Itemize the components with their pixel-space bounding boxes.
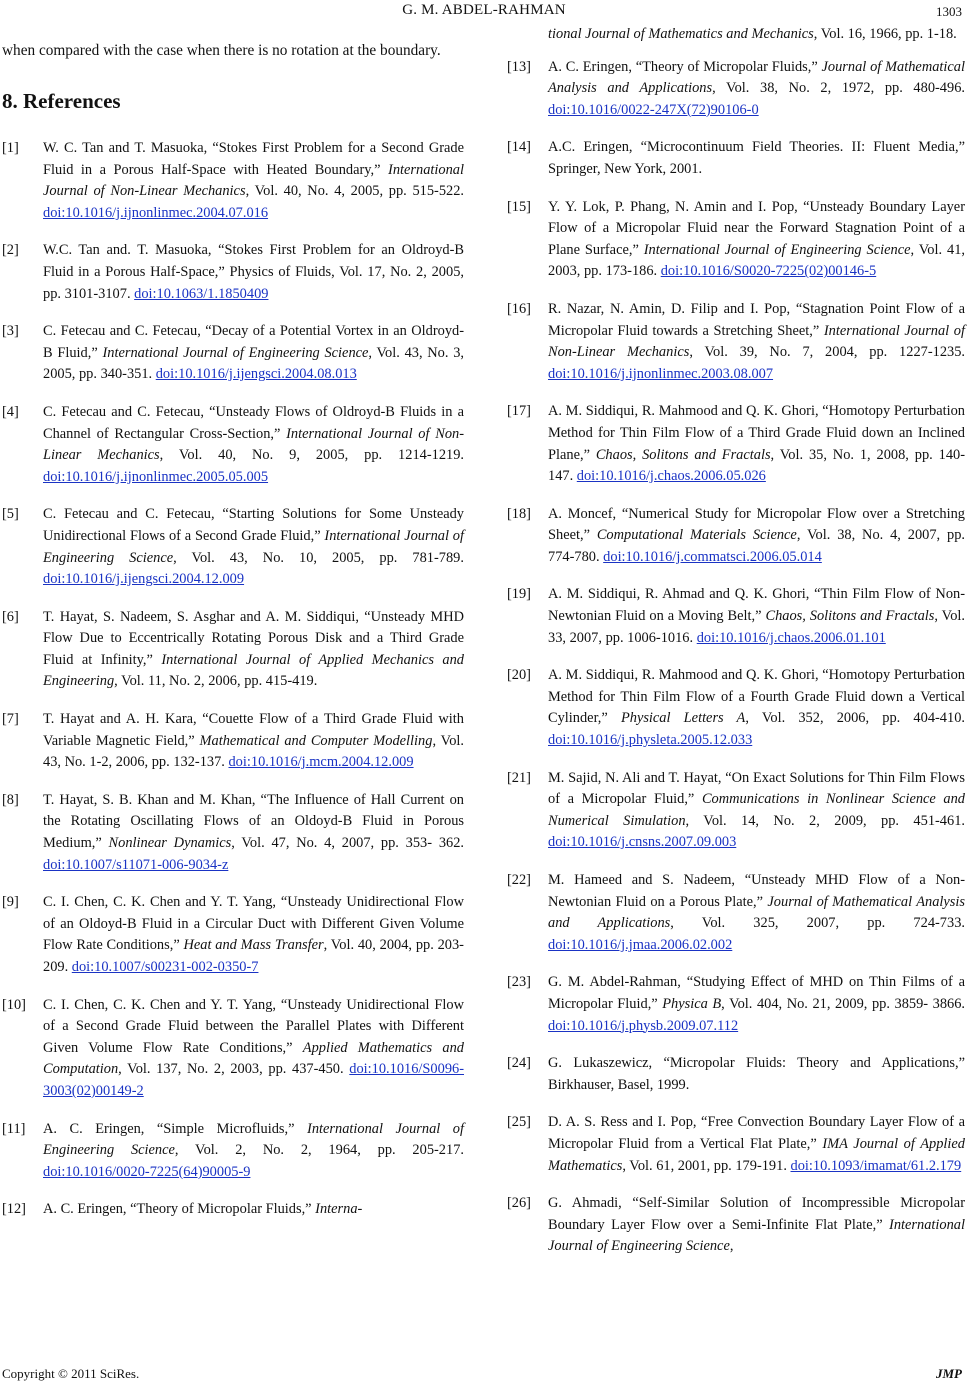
reference-text: , Vol. 43, No. 3, 2005, pp. 340-351. [43,344,465,383]
reference-text: , Vol. 43, No. 10, 2005, pp. 781-789. [173,549,464,566]
journal-title: Heat and Mass Transfer [183,937,324,954]
doi-link[interactable]: doi:10.1016/j.mcm.2004.12.009 [228,754,414,771]
reference-number: [18] [507,505,531,522]
reference-number: [10] [2,996,26,1013]
journal-title: International Journal of Applied Mechanics and Engineering [43,651,464,690]
reference-item [2,240,464,305]
reference-number: [17] [507,403,531,420]
doi-link[interactable]: doi:10.1016/j.ijnonlinmec.2004.07.016 [43,204,269,221]
reference-number: [12] [2,1201,26,1218]
doi-link[interactable]: doi:10.1016/S0020-7225(02)00146-5 [660,263,877,280]
reference-text: G. M. Abdel-Rahman, “Studying Effect of MHD on Thin Films of a Micropolar Fluid,” [548,974,965,1012]
reference-number: [13] [507,58,531,75]
reference-text: , Vol. 35, No. 1, 2008, pp. 140-147. [548,446,965,485]
doi-link[interactable]: doi:10.1007/s00231-002-0350-7 [71,959,259,975]
reference-body [43,1199,464,1221]
reference-text: C. Fetecau and C. Fetecau, “Starting Solutions for Some Unsteady Unidirectional Flows of a Second Grade Fluid,” [43,506,464,544]
reference-number: [1] [2,140,19,156]
reference-number: [9] [2,894,19,911]
reference-number: [21] [507,769,531,786]
page-number: 1303 [936,4,962,19]
reference-number: [5] [2,506,19,523]
reference-text: W.C. Tan and. T. Masuoka, “Stokes First Problem for an Oldroyd-B Fluid in a Porous Half-Space,” Physics of Fluids, Vol. 17, No. 2, 2005, pp. 3101-3107. [43,242,464,302]
reference-text: A. Moncef, “Numerical Study for Micropolar Flow over a Stretching Sheet,” [548,505,965,544]
reference-body [43,240,464,305]
reference-number: [6] [2,608,19,625]
reference-text: Y. Y. Lok, P. Phang, N. Amin and I. Pop, “Unsteady Boundary Layer Flow of a Micropolar Fluid near the Forward Stagnation Point of a Plane Surface,” [548,198,965,258]
reference-item [2,321,464,386]
journal-title: International Journal of Non-Linear Mechanics [43,425,464,464]
doi-link[interactable]: doi:10.1016/j.cnsns.2007.09.003 [548,834,737,851]
reference-body [43,1119,464,1184]
reference-text: W. C. Tan and T. Masuoka, “Stokes First Problem for a Second Grade Fluid in a Porous Half-Space with Heated Boundary,” [43,140,464,178]
journal-title: Journal of Mathematical Analysis and Applications [548,58,965,97]
reference-text: M. Sajid, N. Ali and T. Hayat, “On Exact Solutions for Thin Film Flows of a Micropolar Fluid,” [548,769,965,808]
journal-title: International Journal of Non-Linear Mechanics [548,322,965,361]
reference-text: , Vol. 40, No. 9, 2005, pp. 1214-1219. [159,447,465,464]
reference-body [43,790,464,876]
reference-text: A. M. Siddiqui, R. Mahmood and Q. K. Ghori, “Homotopy Perturbation Method for Thin Film Flow of a Third Grade Fluid down an Inclined Plane,” [548,403,965,463]
reference-body [548,299,965,385]
reference-item [2,709,464,774]
reference-text: T. Hayat, S. Nadeem, S. Asghar and A. M. Siddiqui, “Unsteady MHD Flow Due to Eccentrically Rotating Porous Disk and a Third Grade Fluid at Infinity,” [43,608,464,668]
reference-item [2,995,464,1103]
reference-text: , Vol. 33, 2007, pp. 1006-1016. [548,608,965,646]
doi-link[interactable]: doi:10.1016/j.chaos.2006.05.026 [576,468,766,485]
reference-text: G. Ahmadi, “Self-Similar Solution of Incompressible Micropolar Boundary Layer Flow over a Semi-Infinite Flat Plate,” [548,1195,965,1233]
doi-link[interactable]: doi:10.1016/j.physb.2009.07.112 [548,1017,739,1034]
journal-title: Interna- [315,1201,363,1218]
reference-item [507,137,965,180]
reference-text: T. Hayat, S. B. Khan and M. Khan, “The Influence of Hall Current on the Rotating Oscillating Flows of an Oldoyd-B Fluid in Porous Medium,” [43,791,464,852]
reference-body [548,197,965,283]
reference-text: A. C. Eringen, “Theory of Micropolar Fluids,” [548,58,822,75]
reference-body [548,401,965,487]
reference-number: [24] [507,1055,531,1072]
page-footer [0,1364,968,1384]
reference-item [2,504,464,590]
reference-number: [8] [2,791,19,808]
doi-link[interactable]: doi:10.1016/0020-7225(64)90005-9 [43,1163,251,1180]
reference-item [507,299,965,385]
reference-text: , Vol. 404, No. 21, 2009, pp. 3859- 3866. [721,995,966,1012]
reference-body [43,321,464,386]
reference-body [43,607,464,693]
section-title: 8. References [2,89,121,113]
reference-text: , Vol. 38, No. 2, 1972, pp. 480-496. [712,80,965,97]
journal-title: International Journal of Engineering Science [43,527,464,566]
doi-link[interactable]: doi:10.1016/j.ijnonlinmec.2003.08.007 [548,365,774,382]
reference-body [548,137,965,180]
reference-text: , Vol. 38, No. 4, 2007, pp. 774-780. [548,527,965,565]
reference-text: , Vol. 40, 2004, pp. 203-209. [43,937,464,975]
reference-list-left [2,138,464,1221]
reference-continuation [507,24,965,46]
reference-item [507,665,965,751]
reference-body [548,1053,965,1096]
doi-link[interactable]: doi:10.1016/S0096-3003(02)00149-2 [43,1061,464,1099]
doi-link[interactable]: doi:10.1016/j.physleta.2005.12.033 [548,732,753,749]
running-head-author: G. M. ABDEL-RAHMAN [402,2,566,18]
reference-body [43,504,464,590]
reference-number: [11] [2,1120,26,1137]
reference-text: A. C. Eringen, “Simple Microfluids,” [43,1120,308,1137]
reference-body [548,870,965,956]
journal-abbrev: JMP [936,1366,962,1381]
doi-link[interactable]: doi:10.1016/j.commatsci.2006.05.014 [603,548,822,565]
journal-title: Chaos, Solitons and Fractals [765,608,935,625]
reference-number: [20] [507,667,531,684]
reference-text: , [729,1238,734,1255]
reference-item [2,402,464,488]
doi-link[interactable]: doi:10.1016/j.chaos.2006.01.101 [696,629,886,646]
copyright-notice: Copyright © 2011 SciRes. [2,1366,140,1381]
doi-link[interactable]: doi:10.1063/1.1850409 [134,285,269,302]
reference-text: A. C. Eringen, “Theory of Micropolar Fluids,” [43,1201,316,1218]
reference-body [43,402,464,488]
reference-text: , Vol. 16, 1966, pp. 1-18. [813,26,957,42]
page-header [0,0,968,20]
journal-title: International Journal of Engineering Science [643,241,911,258]
reference-body [43,892,464,978]
reference-text: , Vol. 47, No. 4, 2007, pp. 353- 362. [231,835,465,852]
reference-text: , Vol. 11, No. 2, 2006, pp. 415-419. [114,673,318,690]
doi-link[interactable]: doi:10.1016/0022-247X(72)90106-0 [548,101,759,118]
reference-number: [14] [507,139,531,156]
reference-text: A.C. Eringen, “Microcontinuum Field Theories. II: Fluent Media,” Springer, New York, 2001. [548,139,965,177]
reference-number: [15] [507,198,531,215]
reference-text: R. Nazar, N. Amin, D. Filip and I. Pop, “Stagnation Point Flow of a Micropolar Fluid towards a Stretching Sheet,” [548,300,965,339]
reference-item [2,1119,464,1184]
journal-title: IMA Journal of Applied Mathematics [548,1135,965,1174]
reference-item [2,790,464,876]
doi-link[interactable]: doi:10.1007/s11071-006-9034-z [43,856,229,873]
reference-body [548,57,965,122]
reference-item [2,607,464,693]
journal-title: Nonlinear Dynamics [108,835,232,852]
reference-text: , Vol. 39, No. 7, 2004, pp. 1227-1235. [689,344,966,361]
reference-text: C. Fetecau and C. Fetecau, “Unsteady Flows of Oldroyd-B Fluids in a Channel of Rectangular Cross-Section,” [43,403,464,442]
reference-text: C. Fetecau and C. Fetecau, “Decay of a Potential Vortex in an Oldroyd-B Fluid,” [43,323,464,361]
reference-number: [22] [507,872,531,888]
reference-text: M. Hameed and S. Nadeem, “Unsteady MHD Flow of a Non-Newtonian Fluid on a Porous Plate,” [548,872,965,910]
reference-body [548,768,965,854]
reference-text: , Vol. 40, No. 4, 2005, pp. 515-522. [245,183,465,200]
doi-link[interactable]: doi:10.1016/j.ijnonlinmec.2005.05.005 [43,468,269,485]
reference-number: [19] [507,586,531,603]
reference-text: , Vol. 137, No. 2, 2003, pp. 437-450. [118,1061,350,1078]
reference-item [507,1112,965,1177]
reference-text: C. I. Chen, C. K. Chen and Y. T. Yang, “Unsteady Unidirectional Flow of a Second Grade Fluid between the Parallel Plates with Different Given Volume Flow Rate Conditions,” [43,996,464,1056]
reference-body [548,1112,965,1177]
reference-item [507,870,965,956]
journal-title: International Journal of Engineering Science [43,1120,464,1159]
reference-body [548,584,965,649]
reference-text: , Vol. 14, No. 2, 2009, pp. 451-461. [685,812,965,829]
reference-number: [16] [507,300,531,317]
journal-title: Communications in Nonlinear Science and Numerical Simulation [548,791,965,829]
doi-link[interactable]: doi:10.1093/imamat/61.2.179 [790,1157,962,1174]
reference-body [548,665,965,751]
journal-title: International Journal of Non-Linear Mechanics [43,161,464,200]
reference-text: C. I. Chen, C. K. Chen and Y. T. Yang, “Unsteady Unidirectional Flow of an Oldoyd-B Fluid in a Circular Duct with Different Given Volume Flow Rate Conditions,” [43,894,464,954]
reference-body [548,1193,965,1258]
journal-title: Chaos, Solitons and Fractals [595,446,771,463]
reference-item [507,584,965,649]
left-column [2,40,464,1237]
reference-text: , Vol. 43, No. 1-2, 2006, pp. 132-137. [43,732,464,771]
right-column [507,24,965,1274]
reference-text: G. Lukaszewicz, “Micropolar Fluids: Theory and Applications,” Birkhauser, Basel, 1999. [548,1055,965,1093]
journal-title: Applied Mathematics and Computation [43,1039,464,1078]
reference-text: T. Hayat and A. H. Kara, “Couette Flow of a Third Grade Fluid with Variable Magnetic Field,” [43,711,464,749]
reference-item [507,57,965,122]
reference-item [507,1193,965,1258]
reference-text: , Vol. 352, 2006, pp. 404-410. [745,710,965,727]
journal-title: International Journal of Engineering Science [548,1216,965,1255]
reference-item [2,1199,464,1221]
reference-list-right [507,57,965,1258]
reference-body [43,709,464,774]
journal-title: Mathematical and Computer Modelling [199,732,433,749]
reference-text: , Vol. 325, 2007, pp. 724-733. [670,915,965,932]
reference-item [507,768,965,854]
reference-number: [3] [2,323,19,340]
reference-number: [7] [2,711,19,728]
reference-body [548,504,965,569]
journal-title: International Journal of Engineering Science [102,344,369,361]
reference-item [507,197,965,283]
reference-item [507,1053,965,1096]
reference-number: [26] [507,1195,531,1212]
reference-item [507,401,965,487]
journal-title: Computational Materials Science [596,527,797,544]
reference-item [507,504,965,569]
journal-title: tional Journal of Mathematics and Mechanics [548,26,814,42]
reference-item [2,892,464,978]
journal-title: Physical Letters A [620,710,746,727]
reference-item [2,138,464,224]
reference-text: A. M. Siddiqui, R. Ahmad and Q. K. Ghori, “Thin Film Flow of Non-Newtonian Fluid on a Moving Belt,” [548,586,965,625]
journal-title: Physica B [662,995,722,1012]
reference-text: D. A. S. Ress and I. Pop, “Free Convection Boundary Layer Flow of a Micropolar Fluid from a Vertical Flat Plate,” [548,1114,965,1152]
reference-item [507,972,965,1037]
reference-text: , Vol. 41, 2003, pp. 173-186. [548,241,965,280]
reference-number: [4] [2,403,19,420]
reference-body [43,138,464,224]
reference-number: [23] [507,974,531,991]
reference-body [43,995,464,1103]
intro-paragraph: when compared with the case when there is no rotation at the boundary. [2,42,441,59]
journal-title: Journal of Mathematical Analysis and Applications [548,893,965,932]
reference-number: [2] [2,242,19,259]
reference-body [548,972,965,1037]
doi-link[interactable]: doi:10.1016/j.ijengsci.2004.12.009 [43,571,245,588]
doi-link[interactable]: doi:10.1016/j.jmaa.2006.02.002 [548,936,733,953]
reference-text: , Vol. 61, 2001, pp. 179-191. [622,1157,791,1174]
reference-text: A. M. Siddiqui, R. Mahmood and Q. K. Ghori, “Homotopy Perturbation Method for Thin Film Flow of a Fourth Grade Fluid down a Vertical Cylinder,” [548,667,965,727]
doi-link[interactable]: doi:10.1016/j.ijengsci.2004.08.013 [155,366,357,383]
reference-text: , Vol. 2, No. 2, 1964, pp. 205-217. [174,1142,464,1159]
reference-number: [25] [507,1114,531,1131]
